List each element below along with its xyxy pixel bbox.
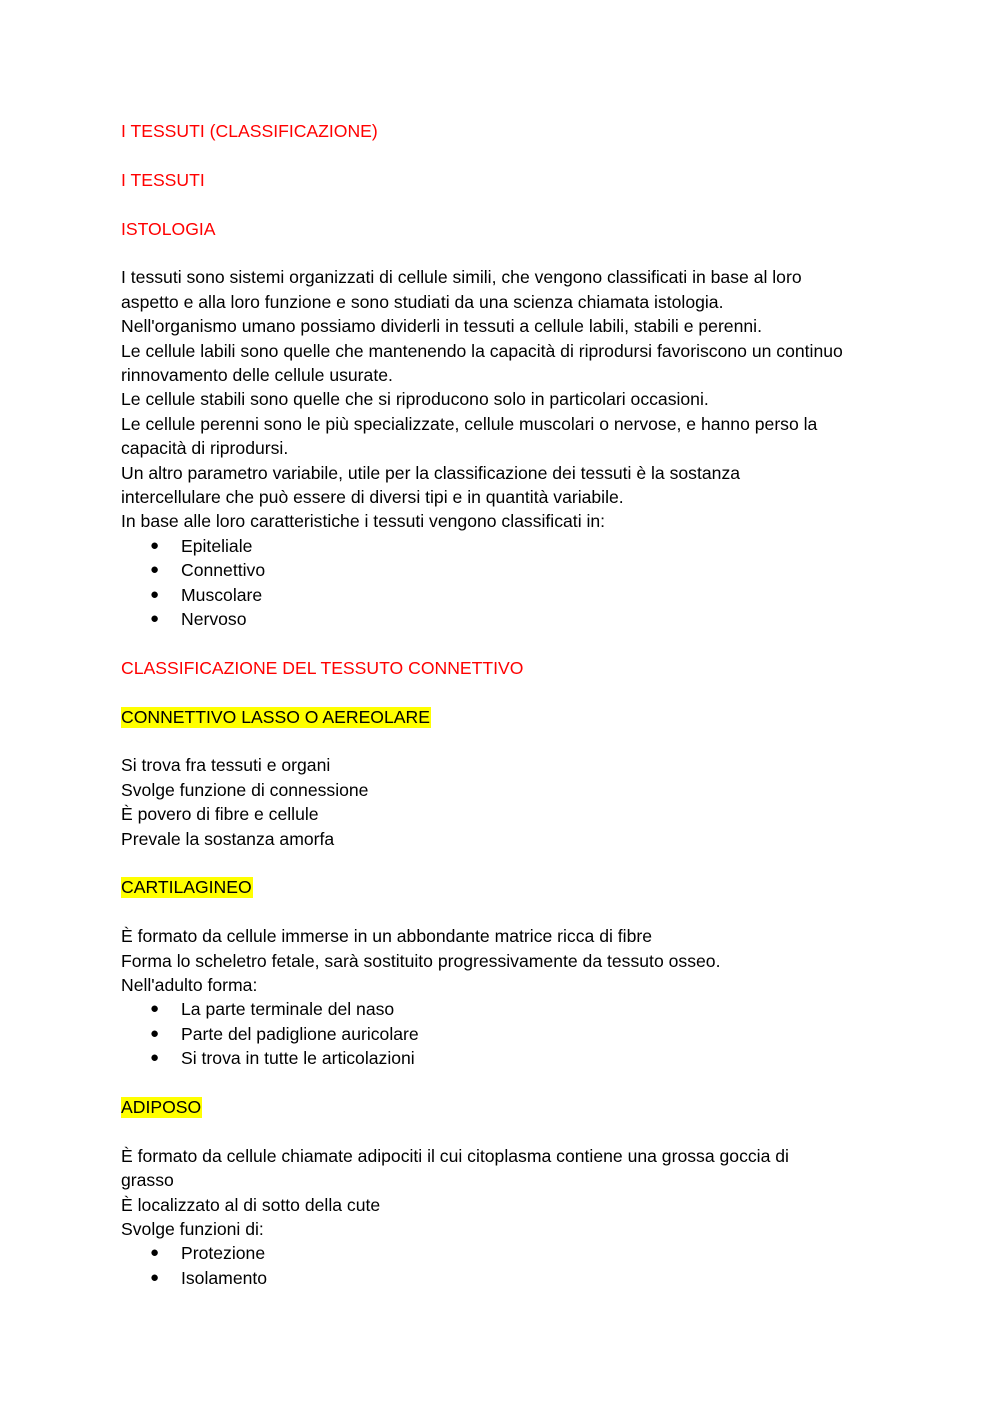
cartilagineo-paragraph (121, 924, 901, 997)
text-line: capacità di riprodursi. (121, 438, 289, 459)
spacer (121, 900, 901, 924)
subsection-heading-cartilagineo (121, 875, 901, 899)
bullet-icon: ● (150, 561, 160, 579)
text-line: Svolge funzioni di: (121, 1219, 264, 1240)
cartilagineo-list (121, 997, 901, 1070)
bullet-icon: ● (150, 536, 160, 554)
text-line: grasso (121, 1170, 174, 1191)
text-line: È formato da cellule immerse in un abbondante matrice ricca di fibre (121, 926, 652, 947)
text-line: rinnovamento delle cellule usurate. (121, 365, 393, 386)
list-item: ● Si trova in tutte le articolazioni (121, 1046, 901, 1070)
list-item: ● Isolamento (121, 1266, 901, 1290)
tissue-types-list (121, 534, 901, 632)
spacer (121, 1119, 901, 1143)
text-line: Svolge funzione di connessione (121, 779, 369, 800)
text-line: È localizzato al di sotto della cute (121, 1194, 381, 1215)
text-line: Si trova fra tessuti e organi (121, 755, 331, 776)
text-line: In base alle loro caratteristiche i tessuti vengono classificati in: (121, 511, 606, 532)
list-item: ● Connettivo (121, 558, 901, 582)
list-item: ● Parte del padiglione auricolare (121, 1022, 901, 1046)
text-line: I tessuti sono sistemi organizzati di cellule simili, che vengono classificati in base al loro (121, 267, 802, 288)
spacer (121, 680, 901, 704)
text-line: Nell'organismo umano possiamo dividerli in tessuti a cellule labili, stabili e perenni. (121, 316, 762, 337)
spacer (121, 729, 901, 753)
lasso-paragraph (121, 753, 901, 851)
text-line: È povero di fibre e cellule (121, 804, 319, 825)
list-item: ● Epiteliale (121, 534, 901, 558)
bullet-icon: ● (150, 1244, 160, 1262)
highlighted-heading: ADIPOSO (121, 1097, 202, 1117)
bullet-icon: ● (150, 585, 160, 603)
text-line: Le cellule stabili sono quelle che si riproducono solo in particolari occasioni. (121, 389, 709, 410)
bullet-icon: ● (150, 1000, 160, 1018)
spacer (121, 631, 901, 655)
spacer (121, 143, 901, 167)
text-line: Prevale la sostanza amorfa (121, 828, 335, 849)
document-title: I TESSUTI (CLASSIFICAZIONE) (121, 121, 378, 141)
spacer (121, 192, 901, 216)
spacer (121, 851, 901, 875)
text-line: Le cellule labili sono quelle che mantenendo la capacità di riprodursi favoriscono un continuo (121, 340, 843, 361)
subsection-heading-adiposo (121, 1095, 901, 1119)
section-heading-tessuti: I TESSUTI (121, 169, 205, 190)
highlighted-heading: CARTILAGINEO (121, 877, 252, 898)
list-item: ● Muscolare (121, 583, 901, 607)
bullet-icon: ● (150, 1268, 160, 1286)
list-item: ● Nervoso (121, 607, 901, 631)
list-item: ● Protezione (121, 1241, 901, 1265)
text-line: Le cellule perenni sono le più specializzate, cellule muscolari o nervose, e hanno perso la (121, 413, 818, 434)
text-line: intercellulare che può essere di diversi tipi e in quantità variabile. (121, 487, 624, 508)
bullet-icon: ● (150, 1049, 160, 1067)
document-body (121, 119, 901, 1290)
subsection-heading-lasso (121, 705, 901, 729)
text-line: Nell'adulto forma: (121, 975, 258, 996)
bullet-icon: ● (150, 1024, 160, 1042)
highlighted-heading: CONNETTIVO LASSO O AEREOLARE (121, 706, 430, 727)
text-line: aspetto e alla loro funzione e sono studiati da una scienza chiamata istologia. (121, 291, 724, 312)
spacer (121, 1071, 901, 1095)
spacer (121, 241, 901, 265)
intro-paragraph (121, 265, 901, 533)
text-line: Un altro parametro variabile, utile per la classificazione dei tessuti è la sostanza (121, 462, 741, 483)
section-heading-classificazione: CLASSIFICAZIONE DEL TESSUTO CONNETTIVO (121, 657, 524, 678)
bullet-icon: ● (150, 610, 160, 628)
text-line: Forma lo scheletro fetale, sarà sostituito progressivamente da tessuto osseo. (121, 950, 721, 971)
text-line: È formato da cellule chiamate adipociti il cui citoplasma contiene una grossa goccia di (121, 1145, 789, 1166)
section-heading-istologia: ISTOLOGIA (121, 218, 216, 239)
list-item: ● La parte terminale del naso (121, 997, 901, 1021)
adiposo-list (121, 1241, 901, 1290)
adiposo-paragraph (121, 1144, 901, 1242)
